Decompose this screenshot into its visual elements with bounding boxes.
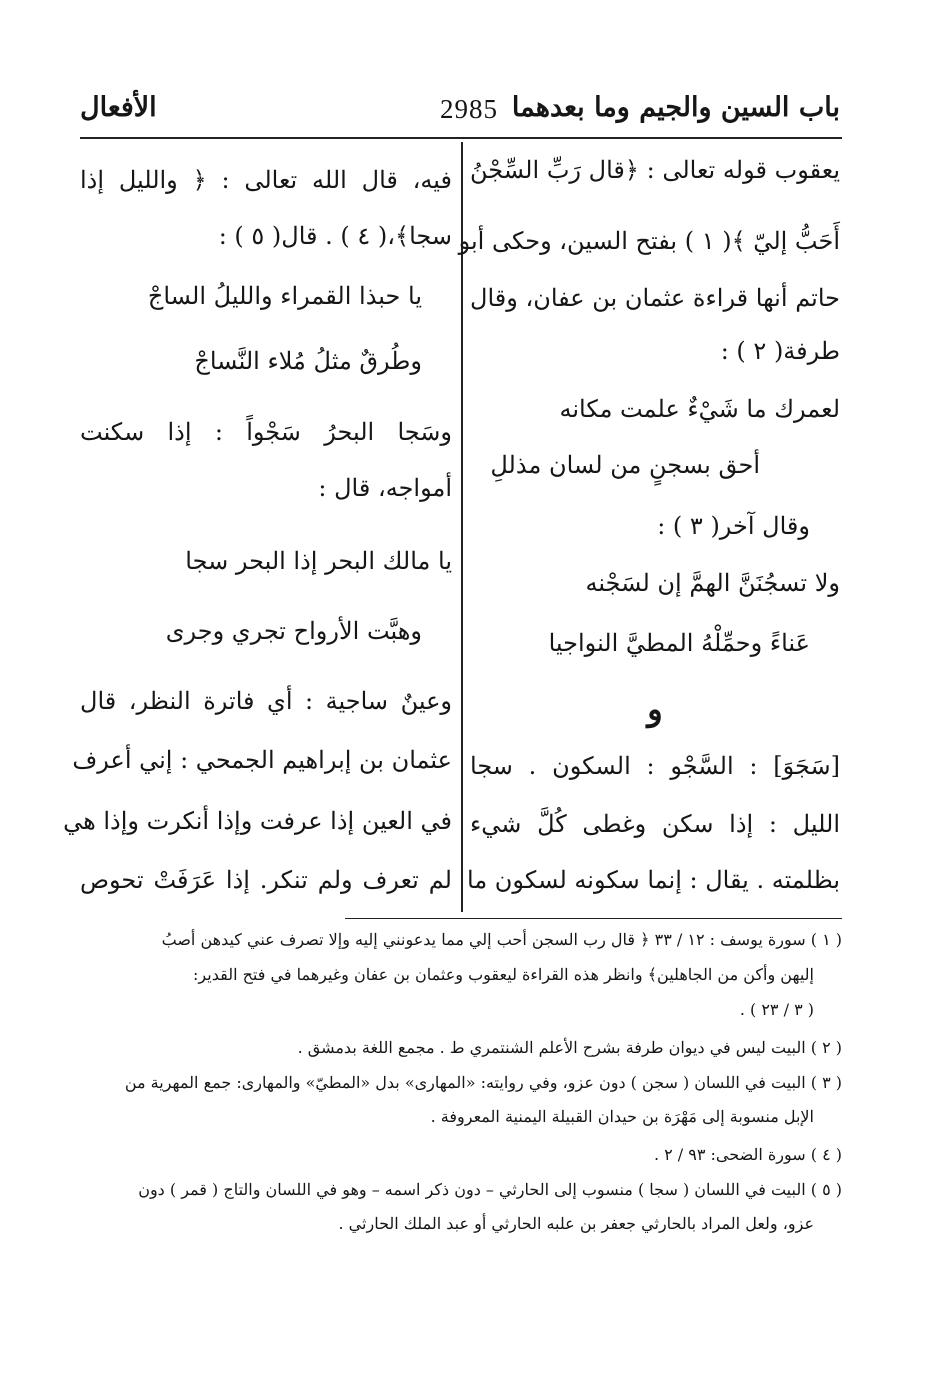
header-rule [80,137,842,139]
text-line: حاتم أنها قراءة عثمان بن عفان، وقال [470,284,840,312]
entry-line: بظلمته . يقال : إنما سكونه لسكون ما [467,866,840,894]
text-line: سجا﴾،( ٤ ) . قال( ٥ ) : [218,222,452,250]
footnote-line: ( ١ ) سورة يوسف : ١٢ / ٣٣ ﴿ قال رب السجن أحب إلي مما يدعونني إليه وإلا تصرف عني كيدهن أصبُ [161,930,842,949]
text-line: في العين إذا عرفت وإذا أنكرت وإذا هي [63,807,452,835]
footnote-line: الإبل منسوبة إلى مَهْرَة بن حيدان القبيلة اليمنية المعروفة . [430,1107,814,1126]
footnote-line: ( ٥ ) البيت في اللسان ( سجا ) منسوب إلى الحارثي – دون ذكر اسمه – وهو في اللسان والتاج ( قمر ) دون [138,1180,842,1199]
text-line: لم تعرف ولم تنكر. إذا عَرَفَتْ تحوص [80,866,452,894]
text-line: عثمان بن إبراهيم الجمحي : إني أعرف [72,746,452,774]
entry-line: [سَجَوَ] : السَّجْو : السكون . سجا [470,752,840,780]
verse-line: يا مالك البحر إذا البحر سجا [185,547,452,575]
section-letter: و [647,690,663,728]
chapter-label: الأفعال [80,92,157,123]
verse-line: ولا تسجُنَنَّ الهمَّ إن لسَجْنه [585,569,840,597]
text-line: يعقوب قوله تعالى : ﴿قال رَبِّ السِّجْنُ [470,156,840,184]
text-line: وعينٌ ساجية : أي فاترة النظر، قال [80,687,452,715]
text-line: طرفة( ٢ ) : [720,337,840,365]
footnote-line: ( ٤ ) سورة الضحى: ٩٣ / ٢ . [653,1145,842,1164]
text-line: أَحَبُّ إليّ ﴾( ١ ) بفتح السين، وحكى أبو [458,227,840,255]
text-line: فيه، قال الله تعالى : ﴿ والليل إذا [80,166,452,194]
page-number: 2985 [440,94,498,124]
verse-line: لعمرك ما شَيْءٌ علمت مكانه [559,395,840,423]
page-header [80,92,840,132]
verse-line: أحق بسجنٍ من لسان مذللِ [490,451,760,479]
text-line: وقال آخر( ٣ ) : [657,512,810,540]
footnote-rule [345,918,842,919]
verse-line: عَناءً وحمِّلْهُ المطيَّ النواجيا [548,629,810,657]
verse-line: وطُرقٌ مثلُ مُلاء النَّساجْ [194,347,422,375]
verse-line: وهبَّت الأرواح تجري وجرى [165,617,422,645]
text-line: أمواجه، قال : [318,474,452,502]
footnote-line: إليهن وأكن من الجاهلين﴾ وانظر هذه القراءة ليعقوب وعثمان بن عفان وغيرهما في فتح القدير: [193,965,814,984]
column-divider [461,142,463,912]
entry-line: الليل : إذا سكن وغطى كُلَّ شيء [470,810,840,838]
footnote-line: ( ٣ ) البيت في اللسان ( سجن ) دون عزو، وفي روايته: «المهارى» بدل «المطيّ» والمهارى: جمع المهرية من [124,1073,842,1092]
footnote-line: ( ٢ ) البيت ليس في ديوان طرفة بشرح الأعلم الشنتمري ط . مجمع اللغة بدمشق . [297,1038,842,1057]
verse-line: يا حبذا القمراء والليلُ الساجْ [147,282,422,310]
text-line: وسَجا البحرُ سَجْواً : إذا سكنت [80,418,452,446]
section-title: باب السين والجيم وما بعدهما [511,92,840,123]
footnote-line: عزو، ولعل المراد بالحارثي جعفر بن علبه الحارثي أو عبد الملك الحارثي . [338,1214,814,1233]
footnote-line: ( ٣ / ٢٣ ) . [739,1000,814,1019]
